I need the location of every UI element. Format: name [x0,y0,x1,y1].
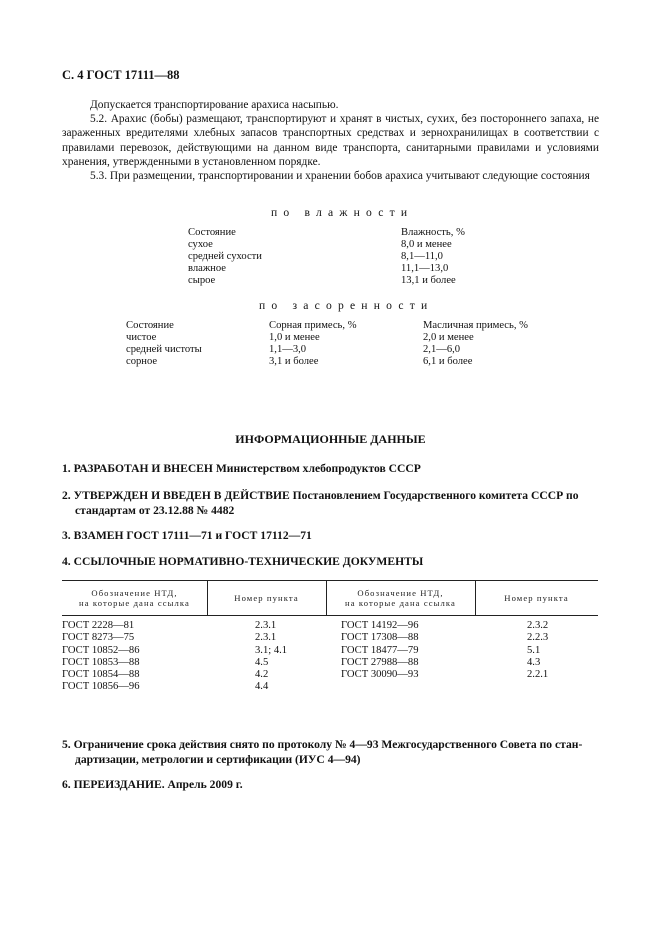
col-header-doc-line1: Обозначение НТД, [91,587,178,598]
ref-item: 2.2.1 [527,669,549,681]
col-header-doc-line1: Обозначение НТД, [357,587,444,598]
ref-left-docs [62,620,140,694]
info-item-5-line1: 5. Ограничение срока действия снято по протоколу № 4—93 Межгосударственного Совета по стан- [62,738,583,751]
col-header-doc-line2: на которые дана ссылка [79,598,190,608]
humidity-state: средней сухости [188,251,262,262]
ref-doc: ГОСТ 30090—93 [341,669,419,681]
ref-right-docs [341,620,419,681]
ref-doc: ГОСТ 10856—96 [62,681,140,693]
ref-right-items [527,620,548,681]
contamination-header-weed: Сорная примесь, % [269,320,357,331]
info-item-2-line2: стандартам от 23.12.88 № 4482 [75,503,235,517]
ref-doc: ГОСТ 27988—88 [341,656,419,668]
contamination-header-state: Состояние [126,320,174,331]
info-section-title: ИНФОРМАЦИОННЫЕ ДАННЫЕ [235,432,426,446]
info-item-4: 4. ССЫЛОЧНЫЕ НОРМАТИВНО-ТЕХНИЧЕСКИЕ ДОКУМЕНТЫ [62,555,424,568]
paragraph-bulk-transport: Допускается транспортирование арахиса насыпью. [90,99,339,111]
references-table-header [62,580,598,616]
ref-doc: ГОСТ 17308—88 [341,632,419,644]
info-item-1: 1. РАЗРАБОТАН И ВНЕСЕН Министерством хлебопродуктов СССР [62,462,421,475]
ref-doc: ГОСТ 8273—75 [62,632,135,644]
ref-item: 2.3.2 [527,620,549,631]
ref-item: 5.1 [527,644,541,656]
info-item-6: 6. ПЕРЕИЗДАНИЕ. Апрель 2009 г. [62,778,243,791]
ref-doc: ГОСТ 10852—86 [62,644,140,656]
humidity-state: сухое [188,239,213,250]
ref-doc: ГОСТ 10854—88 [62,669,140,681]
info-item-2 [62,489,607,518]
contamination-weed: 3,1 и более [269,356,319,367]
contamination-oil: 2,1—6,0 [423,344,461,355]
contamination-state: средней чистоты [126,344,202,355]
col-header-doc-line2: на которые дана ссылка [345,598,456,608]
humidity-header-state: Состояние [188,227,236,238]
humidity-state: влажное [188,263,226,274]
contamination-oil: 2,0 и менее [423,332,474,343]
ref-item: 2.3.1 [255,620,277,631]
paragraph-5-3: 5.3. При размещении, транспортировании и хранении бобов арахиса учитывают следующие состояния [90,170,590,182]
humidity-value: 8,0 и менее [401,239,452,250]
ref-item: 3.1; 4.1 [255,644,288,656]
col-header-item-left: Номер пункта [234,592,299,603]
ref-doc: ГОСТ 18477—79 [341,644,419,656]
ref-left-items [255,620,287,694]
ref-item: 4.5 [255,656,269,668]
humidity-value: 11,1—13,0 [401,263,449,274]
ref-doc: ГОСТ 2228—81 [62,620,135,631]
contamination-oil: 6,1 и более [423,356,473,367]
info-item-5-line2: дартизации, метрологии и сертификации (ИУС 4—94) [75,752,361,766]
ref-item: 2.3.1 [255,632,277,644]
paragraph-5-2: 5.2. Арахис (бобы) размещают, транспортируют и хранят в чистых, сухих, без постороннего запаха, не зараженных вредителями хлебных запасов транспортных средствах и зернохранилищах в соответствии с правилами перевозок, действующими на данном виде транспорта, санитарными правилами и условиями хранения, утвержденными в установленном порядке. [62,113,599,168]
humidity-title: по влажности [271,206,414,219]
ref-item: 2.2.3 [527,632,549,644]
contamination-state: чистое [126,332,157,343]
col-header-doc-right [326,581,475,615]
humidity-value: 13,1 и более [401,275,456,286]
contamination-state: сорное [126,356,158,367]
ref-item: 4.2 [255,669,269,681]
contamination-header-oil: Масличная примесь, % [423,320,528,331]
col-header-doc-left [62,581,207,615]
humidity-state: сырое [188,275,216,286]
contamination-title: по засоренности [259,299,434,312]
info-item-5 [62,738,607,767]
info-item-2-line1: 2. УТВЕРЖДЕН И ВВЕДЕН В ДЕЙСТВИЕ Постановлением Государственного комитета СССР по [62,489,579,502]
contamination-weed: 1,0 и менее [269,332,320,343]
col-header-item-right: Номер пункта [504,592,569,603]
ref-item: 4.3 [527,656,541,668]
info-item-3: 3. ВЗАМЕН ГОСТ 17111—71 и ГОСТ 17112—71 [62,529,312,542]
ref-doc: ГОСТ 10853—88 [62,656,140,668]
ref-item: 4.4 [255,681,269,693]
contamination-weed: 1,1—3,0 [269,344,307,355]
page-header: С. 4 ГОСТ 17111—88 [62,68,180,82]
humidity-value: 8,1—11,0 [401,251,443,262]
humidity-header-value: Влажность, % [401,227,465,238]
ref-doc: ГОСТ 14192—96 [341,620,419,631]
